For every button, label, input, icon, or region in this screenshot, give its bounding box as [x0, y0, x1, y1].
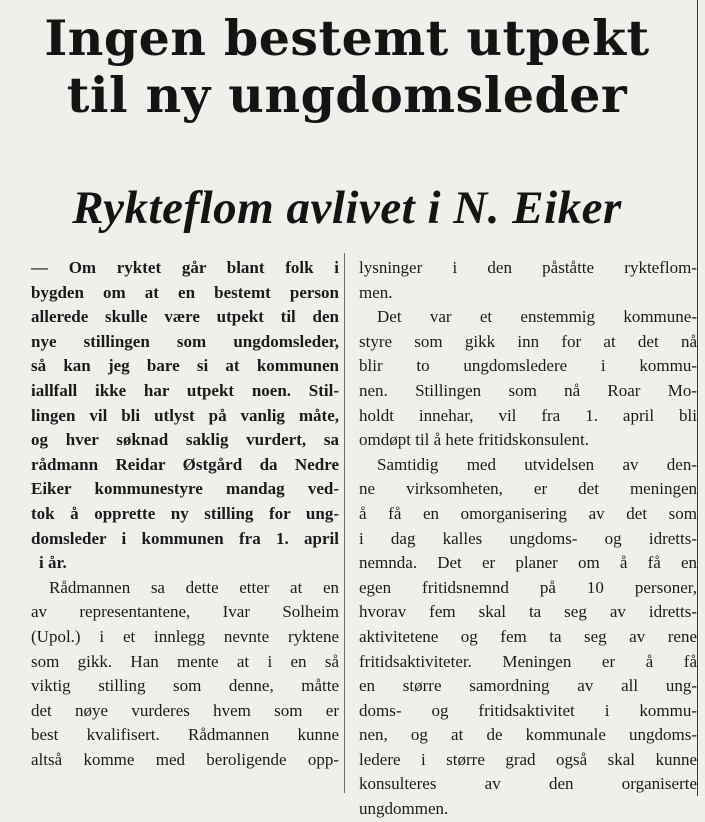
left-column-line: bygden om at en bestemt person	[31, 282, 339, 302]
left-column-line: best kvalifisert. Rådmannen kunne	[31, 725, 339, 745]
left-column-line: Rådmannen sa dette etter at en	[49, 577, 339, 597]
right-column-line: omdøpt til å hete fritidskonsulent.	[359, 430, 589, 450]
left-column-line: i år.	[39, 553, 67, 573]
left-column-line: altså komme med beroligende opp-	[31, 749, 339, 769]
right-column-line: holdt innehar, vil fra 1. april bli	[359, 405, 697, 425]
headline-line-2: til ny ungdomsleder	[66, 66, 628, 124]
right-column-line: konsulteres av den organiserte	[359, 774, 697, 794]
clipping-edge-rule	[697, 0, 698, 796]
left-column-line: og hver søknad saklig vurdert, sa	[31, 430, 339, 450]
left-column-line: tok å opprette ny stilling for ung-	[31, 503, 339, 523]
right-column-line: nemnda. Det er planer om å få en	[359, 553, 697, 573]
left-column-line: viktig stilling som denne, måtte	[31, 676, 339, 696]
article-column-right	[359, 256, 697, 822]
left-column-line: — Om ryktet går blant folk i	[31, 258, 339, 277]
right-column-line: men.	[359, 282, 393, 302]
left-column-line: (Upol.) i et innlegg nevnte ryktene	[31, 626, 339, 646]
right-column-line: Det var et enstemmig kommune-	[377, 307, 697, 327]
right-column-line: ungdommen.	[359, 799, 449, 819]
right-column-line: egen fritidsnemnd på 10 personer,	[359, 577, 697, 597]
right-column-line: fritidsaktiviteter. Meningen er å få	[359, 651, 697, 671]
right-column-line: blir to ungdomsledere i kommu-	[359, 356, 697, 376]
right-column-line: lysninger i den påståtte rykteflom-	[359, 258, 697, 277]
right-column-line: nen, og at de kommunale ungdoms-	[359, 725, 697, 745]
left-column-line: lingen vil bli utlyst på vanlig måte,	[31, 405, 339, 425]
right-column-line: ledere i større grad også skal kunne	[359, 749, 697, 769]
headline	[0, 10, 694, 124]
left-column-line: Eiker kommunestyre mandag ved-	[31, 479, 339, 499]
article-column-left	[31, 256, 339, 772]
left-column-line: av representantene, Ivar Solheim	[31, 602, 339, 622]
left-column-line: det nøye vurderes hvem som er	[31, 700, 339, 720]
right-column-line: en større samordning av all ung-	[359, 676, 697, 696]
right-column-line: doms- og fritidsaktivitet i kommu-	[359, 700, 697, 720]
left-column-line: domsleder i kommunen fra 1. april	[31, 528, 339, 548]
right-column-line: i dag kalles ungdoms- og idretts-	[359, 528, 697, 548]
right-column-line: hvorav fem skal ta seg av idretts-	[359, 602, 697, 622]
left-column-line: allerede skulle være utpekt til den	[31, 307, 339, 327]
left-column-line: iallfall ikke har utpekt noen. Stil-	[31, 380, 339, 400]
right-column-line: å få en omorganisering av det som	[359, 503, 697, 523]
right-column-line: styre som gikk inn for at det nå	[359, 331, 697, 351]
left-column-line: nye stillingen som ungdomsleder,	[31, 331, 339, 351]
left-column-line: rådmann Reidar Østgård da Nedre	[31, 454, 339, 474]
right-column-line: ne virksomheten, er det meningen	[359, 479, 697, 499]
headline-line-1: Ingen bestemt utpekt	[44, 9, 650, 67]
right-column-line: Samtidig med utvidelsen av den-	[377, 454, 697, 474]
subheadline: Rykteflom avlivet i N. Eiker	[72, 182, 622, 234]
right-column-line: aktivitetene og fem ta seg av rene	[359, 626, 697, 646]
left-column-line: så kan jeg bare si at kommunen	[31, 356, 339, 376]
column-divider	[344, 253, 345, 793]
left-column-line: som gikk. Han mente at i en så	[31, 651, 339, 671]
right-column-line: nen. Stillingen som nå Roar Mo-	[359, 380, 697, 400]
